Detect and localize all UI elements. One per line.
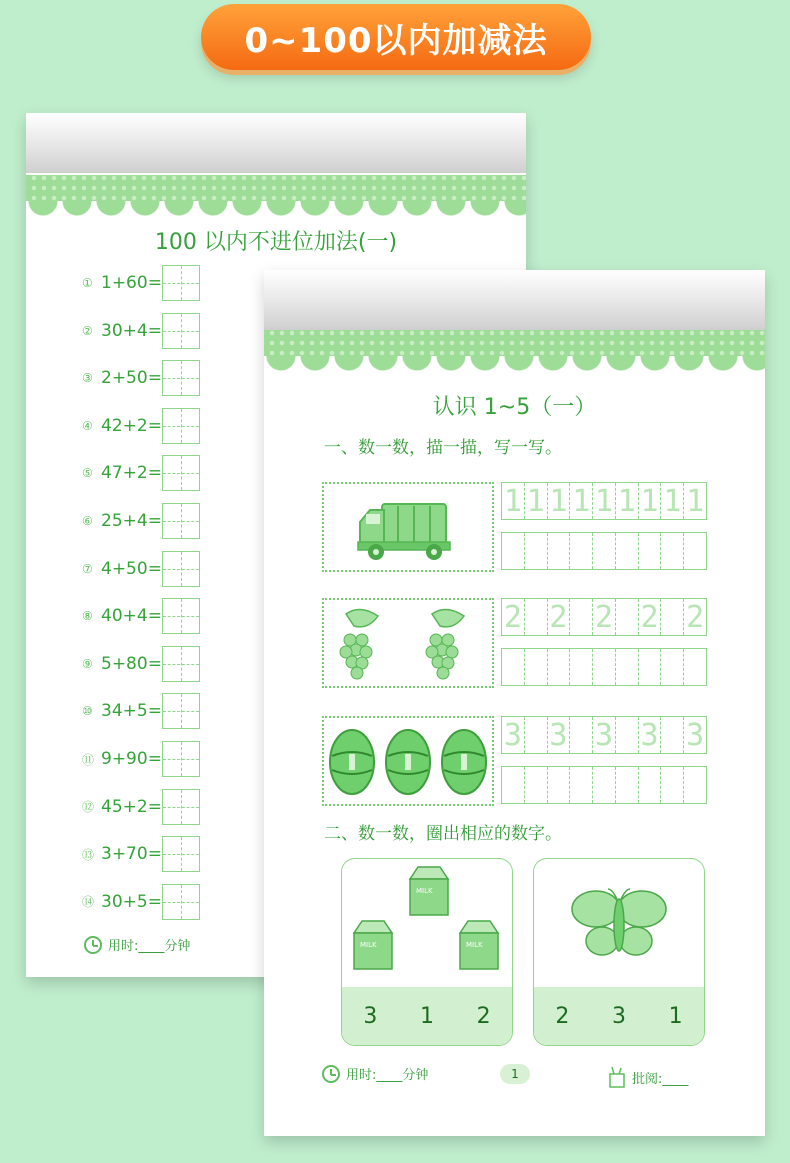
picture-box xyxy=(322,598,494,688)
scallop-border xyxy=(264,356,765,374)
review-footer xyxy=(608,1066,688,1088)
problem-number: ⑫ xyxy=(82,800,95,815)
banner-title: 0~100以内加减法 xyxy=(201,4,591,70)
problem-row xyxy=(82,646,200,682)
problem-expression: 30+5= xyxy=(101,891,162,912)
writing-grid[interactable] xyxy=(501,766,707,804)
front-footer-time-label: 用时:____分钟 xyxy=(346,1068,429,1083)
problem-expression: 3+70= xyxy=(101,844,162,865)
svg-text:MILK: MILK xyxy=(416,887,433,895)
tracing-grid[interactable] xyxy=(501,716,707,754)
problem-number: ⑦ xyxy=(82,561,93,576)
alarm-clock-icon xyxy=(322,1065,340,1083)
trace-cell: 2 xyxy=(686,599,705,635)
section-1-heading: 一、数一数，描一描，写一写。 xyxy=(324,438,562,458)
option-number[interactable]: 3 xyxy=(611,1003,626,1029)
choice-card-milk xyxy=(341,858,513,1046)
trace-cell: 2 xyxy=(593,599,616,635)
trace-cell: 3 xyxy=(548,717,571,753)
writing-grid[interactable] xyxy=(501,532,707,570)
binder-clip xyxy=(26,113,526,173)
problem-expression: 45+2= xyxy=(101,796,162,817)
option-number[interactable]: 1 xyxy=(668,1003,683,1029)
answer-box[interactable] xyxy=(162,265,200,301)
problem-expression: 40+4= xyxy=(101,606,162,627)
dotted-band xyxy=(264,330,765,356)
trace-cell: 3 xyxy=(686,717,705,753)
answer-box[interactable] xyxy=(162,408,200,444)
rugby-ball-icon xyxy=(324,718,492,804)
trace-cell: 3 xyxy=(639,717,662,753)
problem-row xyxy=(82,360,200,396)
option-number[interactable]: 1 xyxy=(419,1003,434,1029)
problem-number: ⑨ xyxy=(82,656,93,671)
dotted-band xyxy=(26,175,526,201)
binder-clip xyxy=(264,270,765,330)
trace-cell: 2 xyxy=(502,599,525,635)
trace-cell: 1 xyxy=(661,483,684,519)
trace-cell: 3 xyxy=(502,717,525,753)
problem-number: ① xyxy=(82,276,93,290)
trace-cell: 1 xyxy=(639,483,662,519)
problem-number: ⑩ xyxy=(82,704,93,719)
problem-number: ⑤ xyxy=(82,466,93,481)
page-number: 1 xyxy=(500,1064,530,1084)
tracing-grid[interactable] xyxy=(501,598,707,636)
choice-options xyxy=(342,987,512,1045)
trace-cell: 3 xyxy=(593,717,616,753)
svg-text:MILK: MILK xyxy=(360,941,377,949)
choice-card-butterfly xyxy=(533,858,705,1046)
problem-expression: 25+4= xyxy=(101,511,162,531)
answer-box[interactable] xyxy=(162,789,200,825)
trace-cell: 1 xyxy=(686,483,705,519)
grapes-icon xyxy=(324,600,492,686)
answer-box[interactable] xyxy=(162,313,200,349)
problem-number: ⑭ xyxy=(82,895,95,910)
problem-expression: 47+2= xyxy=(101,463,162,484)
alarm-clock-icon xyxy=(84,936,102,954)
problem-row xyxy=(82,551,200,587)
problem-row xyxy=(82,884,200,920)
answer-box[interactable] xyxy=(162,360,200,396)
problem-row xyxy=(82,455,200,491)
front-worksheet xyxy=(264,270,765,1136)
front-footer-time xyxy=(322,1064,428,1083)
option-number[interactable]: 3 xyxy=(363,1003,378,1029)
option-number[interactable]: 2 xyxy=(555,1003,570,1029)
truck-icon xyxy=(324,484,492,570)
problem-expression: 2+50= xyxy=(101,368,162,389)
writing-grid[interactable] xyxy=(501,648,707,686)
trace-cell: 2 xyxy=(639,599,662,635)
problem-expression: 30+4= xyxy=(101,320,162,341)
problem-row xyxy=(82,741,200,777)
answer-box[interactable] xyxy=(162,598,200,634)
milk-carton-icon xyxy=(342,859,512,989)
answer-box[interactable] xyxy=(162,503,200,539)
problem-number: ⑪ xyxy=(82,752,95,767)
problem-number: ④ xyxy=(82,418,93,433)
problem-number: ⑬ xyxy=(82,847,95,862)
trace-cell: 2 xyxy=(548,599,571,635)
problem-expression: 34+5= xyxy=(101,701,162,722)
section-2-heading: 二、数一数，圈出相应的数字。 xyxy=(324,824,562,844)
problem-row xyxy=(82,503,200,539)
trace-cell: 1 xyxy=(570,483,593,519)
butterfly-icon xyxy=(534,859,704,989)
back-sheet-title: 100 以内不进位加法(一) xyxy=(154,230,398,255)
back-footer-time-label: 用时:____分钟 xyxy=(108,939,191,954)
picture-box xyxy=(322,716,494,806)
problem-number: ⑧ xyxy=(82,609,93,624)
trace-cell: 1 xyxy=(616,483,639,519)
problem-expression: 9+90= xyxy=(101,749,162,769)
answer-box[interactable] xyxy=(162,693,200,729)
pencil-cup-icon xyxy=(608,1066,626,1088)
problem-row xyxy=(82,693,200,729)
answer-box[interactable] xyxy=(162,836,200,872)
review-label: 批阅:____ xyxy=(632,1071,689,1087)
svg-text:MILK: MILK xyxy=(466,941,483,949)
problem-row xyxy=(82,789,200,825)
problem-expression: 42+2= xyxy=(101,415,162,436)
trace-cell: 1 xyxy=(548,483,571,519)
problem-row xyxy=(82,598,200,634)
answer-box[interactable] xyxy=(162,646,200,682)
problem-number: ③ xyxy=(82,371,93,386)
problem-row xyxy=(82,408,200,444)
problem-number: ⑥ xyxy=(82,514,93,528)
trace-cell: 1 xyxy=(593,483,616,519)
answer-box[interactable] xyxy=(162,455,200,491)
answer-box[interactable] xyxy=(162,741,200,777)
front-sheet-title: 认识 1~5（一） xyxy=(432,395,597,420)
problem-expression: 4+50= xyxy=(101,558,162,579)
picture-box xyxy=(322,482,494,572)
back-footer-time xyxy=(84,935,190,954)
problem-number: ② xyxy=(82,323,93,338)
scallop-border xyxy=(26,201,526,219)
tracing-grid[interactable] xyxy=(501,482,707,520)
problem-row xyxy=(82,265,200,301)
answer-box[interactable] xyxy=(162,551,200,587)
problem-row xyxy=(82,836,200,872)
problem-expression: 1+60= xyxy=(101,273,162,293)
trace-cell: 1 xyxy=(525,483,548,519)
problem-expression: 5+80= xyxy=(101,653,162,674)
choice-options xyxy=(534,987,704,1045)
problem-row xyxy=(82,313,200,349)
answer-box[interactable] xyxy=(162,884,200,920)
option-number[interactable]: 2 xyxy=(476,1003,491,1029)
trace-cell: 1 xyxy=(502,483,525,519)
